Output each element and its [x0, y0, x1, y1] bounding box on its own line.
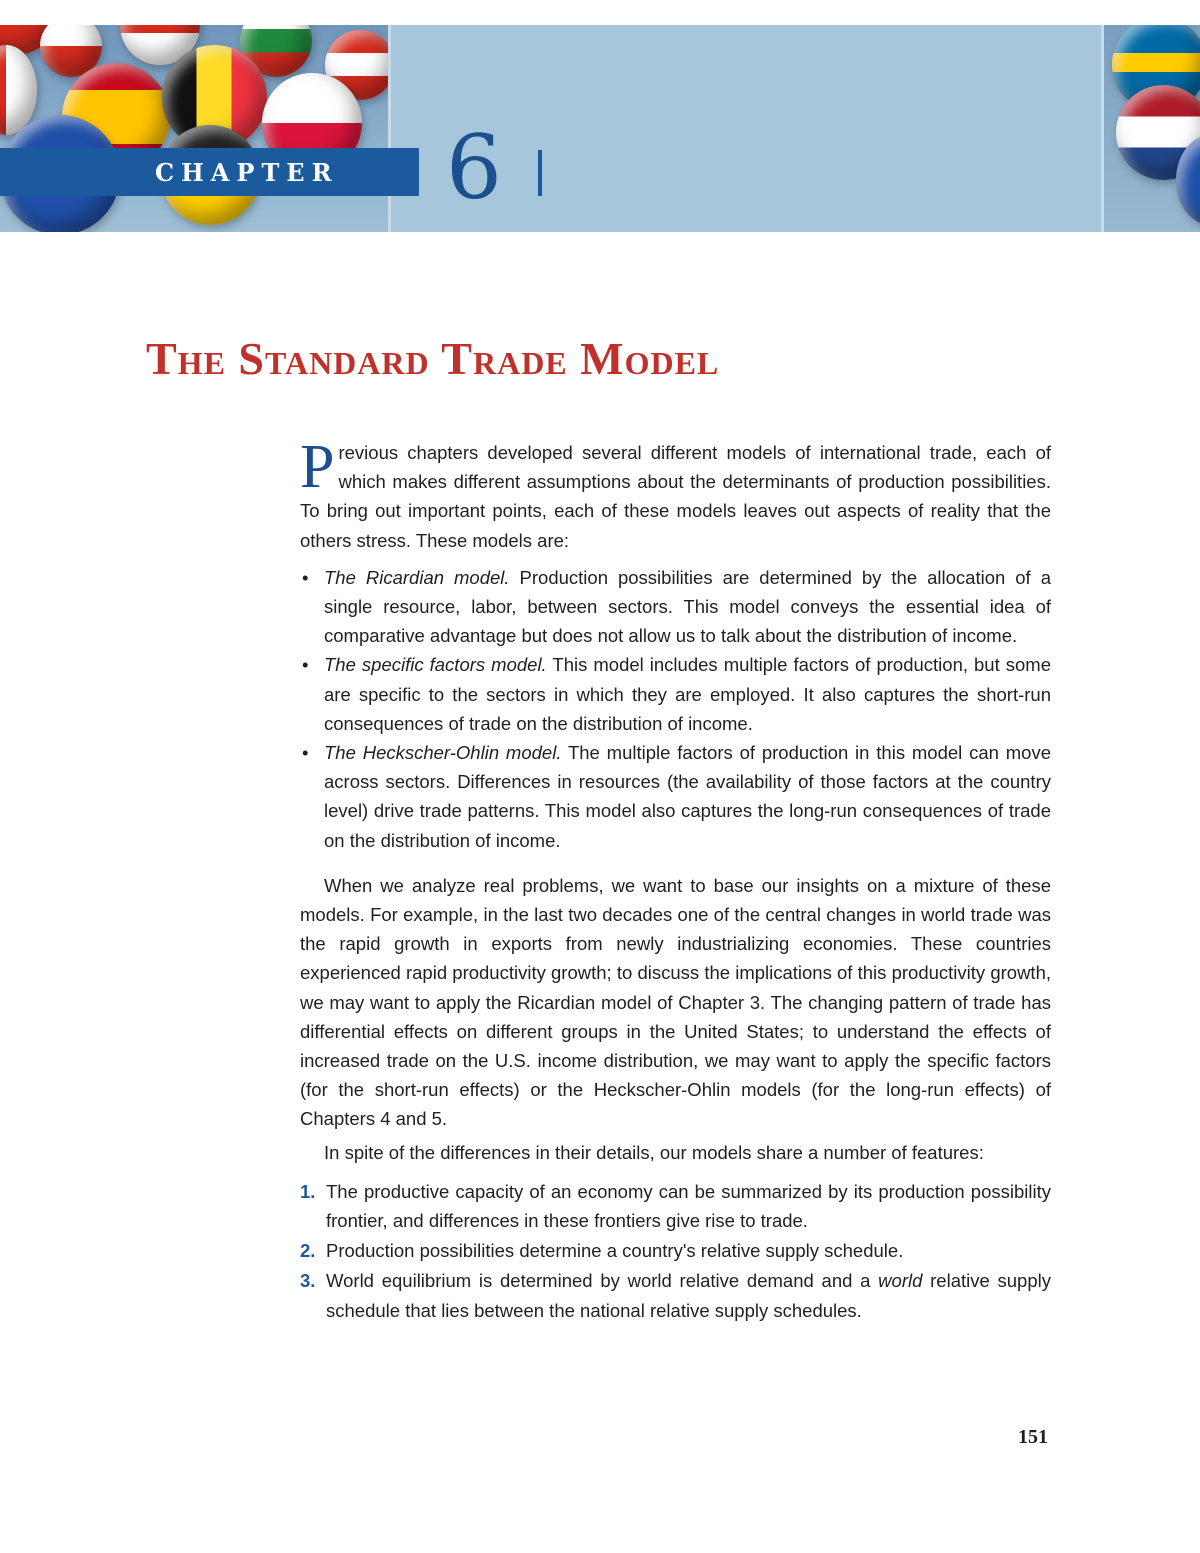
item-text: Production possibilities determine a country's relative supply schedule. — [326, 1240, 904, 1262]
model-description: The multiple factors of production in this model can move across sectors. Differences in resources (the availability of those factors at the country level) drive trade patterns. This model also captures the long-run consequences of trade on the distribution of income. — [324, 742, 1052, 851]
page-number: 151 — [1018, 1426, 1048, 1448]
list-item — [324, 563, 1051, 651]
intro-paragraph — [300, 433, 1051, 555]
chapter-number: 6 — [446, 116, 502, 219]
item-text: The productive capacity of an economy can be summarized by its production possibility frontier, and differences in these frontiers give rise to trade. — [326, 1180, 1051, 1232]
list-item — [300, 1266, 1051, 1324]
item-emphasis: world — [878, 1270, 923, 1292]
flag-balls-image-right — [1104, 25, 1200, 232]
model-name: The Ricardian model. — [324, 566, 510, 588]
chapter-bar-divider — [416, 148, 419, 196]
item-text: World equilibrium is determined by world relative demand and a — [326, 1270, 879, 1292]
model-description: This model includes multiple factors of production, but some are specific to the sectors in which they are employed. It also captures the short-run consequences of trade on the distribution of income. — [324, 654, 1052, 734]
divider — [388, 25, 391, 232]
model-name: The specific factors model. — [324, 654, 547, 676]
item-text: relative supply schedule that lies between the national relative supply schedules. — [326, 1270, 1051, 1321]
chapter-label: CHAPTER — [155, 158, 339, 187]
model-description: Production possibilities are determined by the allocation of a single resource, labor, between sectors. This model conveys the essential idea of comparative advantage but does not allow us to talk about the distribution of income. — [324, 566, 1051, 647]
drop-cap: P — [300, 433, 335, 501]
list-item — [300, 1236, 1051, 1265]
chapter-title: The Standard Trade Model — [146, 333, 720, 384]
features-list — [300, 1177, 1051, 1325]
list-item — [324, 738, 1051, 855]
item-number: 2. — [300, 1240, 316, 1262]
models-list — [300, 563, 1051, 855]
chapter-body — [300, 433, 1052, 1326]
body-paragraph: When we analyze real problems, we want to base our insights on a mixture of these models. For example, in the last two decades one of the central changes in world trade was the rapid growth in exports from newly industrializing economies. These countries experienced rapid productivity growth; to discuss the implications of this productivity growth, we may want to apply the Ricardian model of Chapter 3. The changing pattern of trade has differential effects on different groups in the United States; to understand the effects of increased trade on the U.S. income distribution, we may want to apply the specific factors (for the short-run effects) or the Heckscher-Ohlin models (for the long-run effects) of Chapters 4 and 5. — [300, 874, 1051, 1130]
chapter-number-divider — [538, 150, 542, 196]
body-paragraph: In spite of the differences in their details, our models share a number of features: — [324, 1141, 984, 1163]
flag-balls-image-left — [0, 25, 388, 232]
model-name: The Heckscher-Ohlin model. — [324, 742, 562, 764]
list-item — [300, 1177, 1051, 1235]
chapter-banner — [0, 25, 1200, 232]
list-item — [324, 650, 1051, 738]
item-number: 3. — [300, 1270, 316, 1292]
intro-text: revious chapters developed several different models of international trade, each of which makes different assumptions about the determinants of production possibilities. To bring out important points, each of these models leaves out aspects of reality that the others stress. These models are: — [300, 442, 1051, 551]
item-number: 1. — [300, 1180, 316, 1202]
